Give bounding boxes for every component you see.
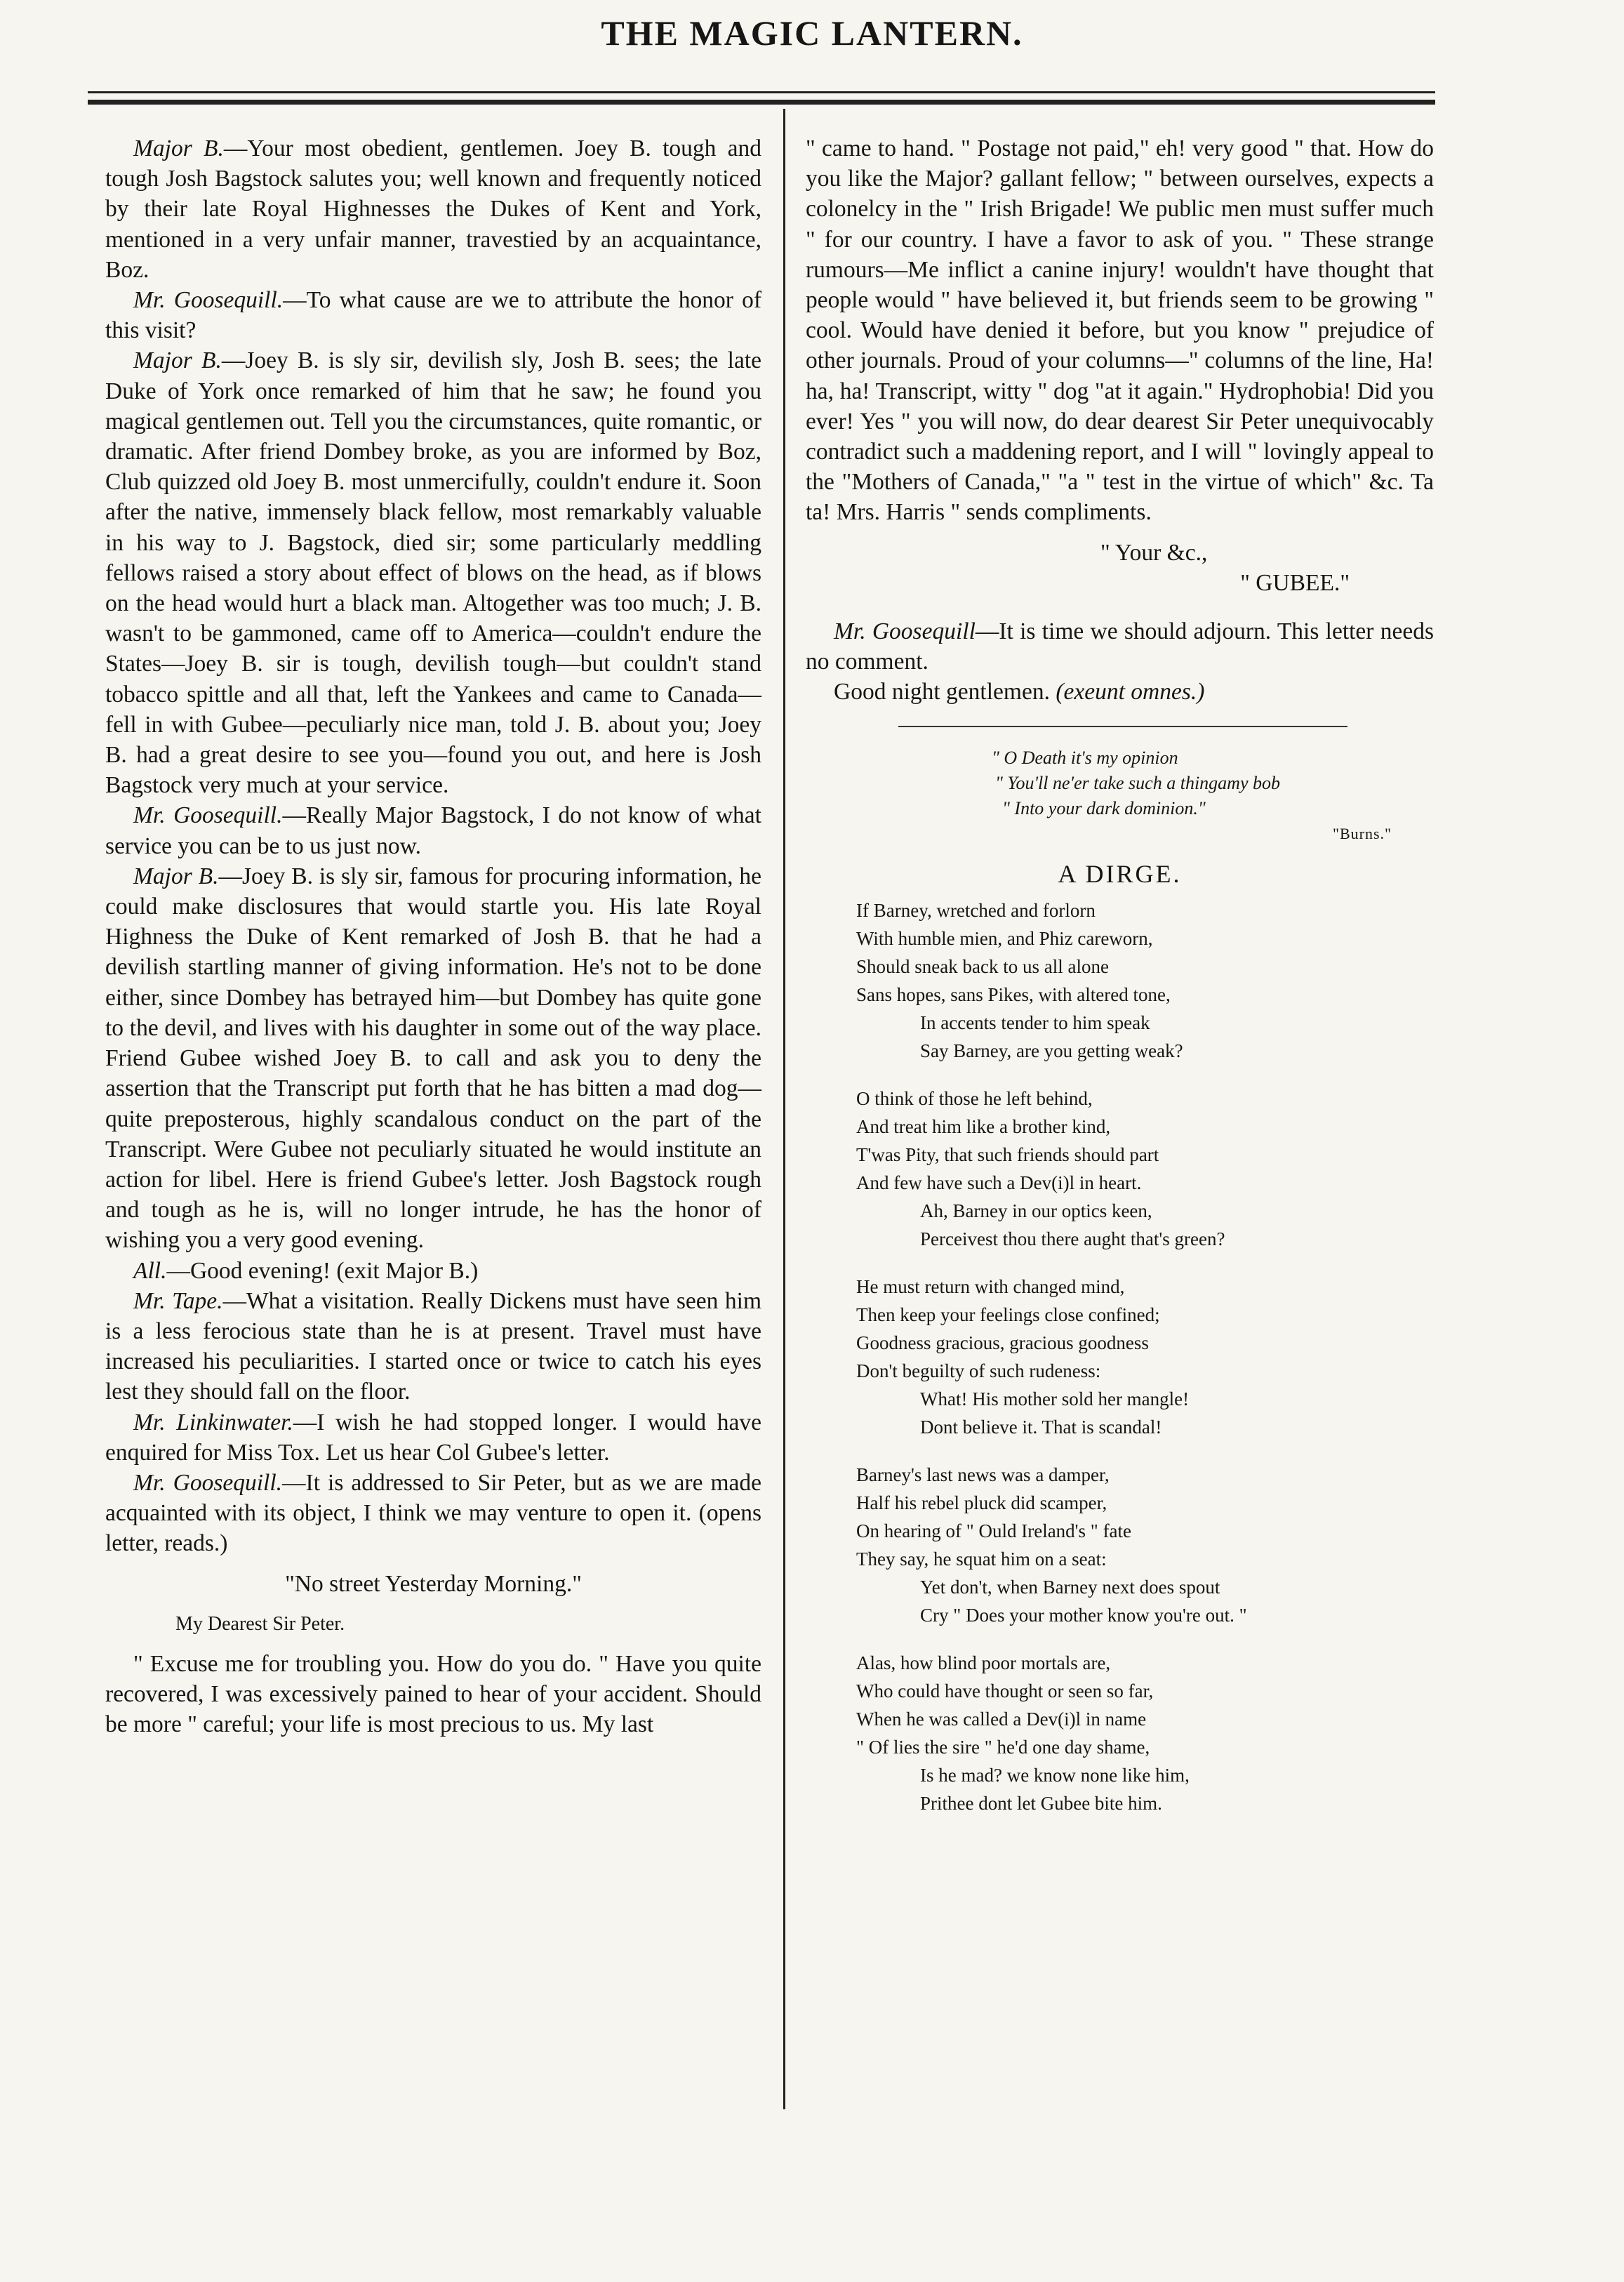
right-column [806, 133, 1434, 1817]
speech: —Good evening! (exit Major B.) [166, 1257, 479, 1284]
speech: —Your most obedient, gentlemen. Joey B. tough and tough Josh Bagstock salutes you; well known and frequently noticed by their late Royal Highnesses the Dukes of Kent and York, mentioned in a very unfair manner, travestied by an acquaintance, Boz. [105, 135, 761, 283]
poem-line: With humble mien, and Phiz careworn, [856, 927, 1153, 949]
poem-line: Yet don't, when Barney next does spout [920, 1576, 1220, 1598]
speaker: Major B. [133, 135, 224, 161]
epigraph-attribution: "Burns." [1332, 824, 1392, 842]
poem-line: Perceivest thou there aught that's green? [920, 1228, 1225, 1249]
speech: —It is addressed to Sir Peter, but as we are made acquainted with its object, I think we may venture to open it. (opens letter, reads.) [105, 1469, 762, 1557]
masthead-title: THE MAGIC LANTERN. [601, 13, 1023, 53]
speaker: All. [133, 1257, 167, 1284]
poem-line: When he was called a Dev(i)l in name [856, 1708, 1147, 1730]
poem-line: Is he mad? we know none like him, [920, 1764, 1190, 1786]
poem-line: " Of lies the sire " he'd one day shame, [856, 1736, 1150, 1758]
speech: —Really Major Bagstock, I do not know of what service you can be to us just now. [105, 802, 761, 859]
poem-line: What! His mother sold her mangle! [920, 1388, 1190, 1409]
epigraph [806, 745, 1434, 847]
letter-signature: " GUBEE." [1240, 569, 1350, 596]
letter-body-part1: " Excuse me for troubling you. How do you do. " Have you quite recovered, I was excessively pained to hear of your accident. Should be more " careful; your life is most precious to us. My last [105, 1650, 761, 1738]
poem-line: Then keep your feelings close confined; [856, 1303, 1160, 1325]
header-rule-thick [88, 100, 1435, 105]
poem-line: Should sneak back to us all alone [856, 955, 1109, 977]
speech: —To what cause are we to attribute the honor of this visit? [105, 287, 762, 344]
goodnight-text: Good night gentlemen. [834, 679, 1050, 705]
letter-closing: " Your &c., [1100, 539, 1208, 566]
dialogue-paragraph [105, 1468, 761, 1559]
letter-salutation: My Dearest Sir Peter. [175, 1612, 345, 1635]
section-divider [898, 726, 1347, 727]
dialogue-paragraph [105, 1256, 761, 1286]
poem-line: They say, he squat him on a seat: [856, 1548, 1107, 1570]
dialogue-paragraph [105, 1407, 761, 1468]
speaker: Major B. [133, 347, 222, 374]
dialogue-paragraph [105, 800, 761, 861]
speech: —It is time we should adjourn. This letter needs no comment. [806, 618, 1434, 675]
poem-line: Who could have thought or seen so far, [856, 1680, 1154, 1701]
epigraph-line: " O Death it's my opinion [992, 747, 1178, 768]
speaker: Mr. Linkinwater. [133, 1409, 293, 1435]
letter-dateline: "No street Yesterday Morning." [285, 1570, 582, 1597]
poem-line: Dont believe it. That is scandal! [920, 1416, 1162, 1438]
poem-line: If Barney, wretched and forlorn [856, 899, 1096, 921]
goodnight-line [806, 677, 1434, 707]
speaker: Major B. [133, 863, 219, 889]
poem-line: On hearing of " Ould Ireland's " fate [856, 1520, 1132, 1541]
poem-body [806, 896, 1434, 1817]
dialogue-paragraph [105, 133, 761, 285]
poem-line: And few have such a Dev(i)l in heart. [856, 1172, 1142, 1193]
letter-body-part2: " came to hand. " Postage not paid," eh! very good " that. How do you like the Major? gallant fellow; " between ourselves, expects a colonelcy in the " Irish Brigade! We public men must suffer much " for our country. I have a favor to ask of you. " These strange rumours—Me inflict a canine injury! wouldn't have thought that people would " have believed it, but friends seem to be growing " cool. Would have denied it before, but you know " prejudice of other journals. Proud of your columns—" columns of the line, Ha! ha, ha! Transcript, witty " dog "at it again." Hydrophobia! Did you ever! Yes " you will now, do dear dearest Sir Peter unequivocably contradict such a maddening report, and I will " lovingly appeal to the "Mothers of Canada," "a " test in the virtue of which" &c. Ta ta! Mrs. Harris " sends compliments. [806, 135, 1434, 526]
poem-line: Goodness gracious, gracious goodness [856, 1332, 1149, 1353]
poem-line: Alas, how blind poor mortals are, [856, 1652, 1111, 1673]
speech: —Joey B. is sly sir, devilish sly, Josh B. sees; the late Duke of York once remarked of him that he saw; he found you magical gentlemen out. Tell you the circumstances, quite romantic, or dramatic. After friend Dombey broke, as you are informed by Boz, Club quizzed old Joey B. most unmercifully, couldn't endure it. Soon after the native, immensely black fellow, most remarkably valuable in his way to J. Bagstock, died sir; some particularly meddling fellows raised a story about effect of blows on the head, as if blows on the head would hurt a black man. Altogether was too much; J. B. wasn't to be gammoned, came off to America—couldn't endure the States—Joey B. sir is tough, devilish tough—but couldn't stand tobacco spittle and all that, left the Yankees and came to Canada—fell in with Gubee—peculiarly nice man, told J. B. about you; Joey B. had a great desire to see you—found you out, and here is Josh Bagstock very much at your service. [105, 347, 761, 799]
poem-line: Half his rebel pluck did scamper, [856, 1492, 1107, 1513]
header-rule-thin [88, 91, 1435, 93]
epigraph-line: " Into your dark dominion." [1002, 797, 1206, 818]
column-divider [783, 109, 785, 2109]
closing-paragraph [806, 616, 1434, 677]
poem-line: He must return with changed mind, [856, 1275, 1125, 1297]
poem-line: Ah, Barney in our optics keen, [920, 1200, 1152, 1221]
left-column [105, 133, 761, 1740]
epigraph-line: " You'll ne'er take such a thingamy bob [995, 772, 1280, 793]
speaker: Mr. Goosequill. [133, 1469, 283, 1496]
stage-direction: (exeunt omnes.) [1056, 679, 1205, 705]
speech: —Joey B. is sly sir, famous for procuring information, he could make disclosures that would startle you. His late Royal Highness the Duke of Kent remarked of Josh B. that he had a devilish startling manner of giving information. He's not to be done either, since Dombey has betrayed him—but Dombey has quite gone to the devil, and lives with his daughter in some out of the way place. Friend Gubee wished Joey B. to call and ask you to deny the assertion that the Transcript put forth that he has bitten a mad dog—quite preposterous, highly scandalous conduct on the part of the Transcript. Were Gubee not peculiarly situated he would institute an action for libel. Here is friend Gubee's letter. Josh Bagstock rough and tough as he is, will no longer intrude, he has the honor of wishing you a very good evening. [105, 863, 761, 1254]
poem-line: Barney's last news was a damper, [856, 1464, 1110, 1485]
dialogue-paragraph [105, 1286, 761, 1407]
poem-line: Prithee dont let Gubee bite him. [920, 1792, 1162, 1814]
poem-line: And treat him like a brother kind, [856, 1115, 1111, 1137]
poem-line: Cry " Does your mother know you're out. " [920, 1604, 1247, 1626]
poem-line: Don't beguilty of such rudeness: [856, 1360, 1101, 1381]
speaker: Mr. Goosequill. [133, 802, 283, 829]
poem-line: T'was Pity, that such friends should part [856, 1143, 1159, 1165]
poem-line: In accents tender to him speak [920, 1011, 1150, 1033]
speaker: Mr. Tape. [133, 1287, 223, 1314]
poem-title: A DIRGE. [1058, 859, 1182, 888]
poem-line: Say Barney, are you getting weak? [920, 1040, 1183, 1061]
poem-line: O think of those he left behind, [856, 1087, 1093, 1109]
speaker: Mr. Goosequill. [133, 287, 284, 314]
speaker: Mr. Goosequill [834, 618, 976, 645]
dialogue-paragraph [105, 861, 761, 1256]
poem-line: Sans hopes, sans Pikes, with altered tone, [856, 983, 1171, 1005]
speech: —I wish he had stopped longer. I would have enquired for Miss Tox. Let us hear Col Gubee's letter. [105, 1409, 761, 1466]
dialogue-paragraph [105, 345, 761, 800]
speech: —What a visitation. Really Dickens must have seen him is a less ferocious state than he is at present. Travel must have increased his peculiarities. I started once or twice to catch his eyes lest they should fall on the floor. [105, 1287, 762, 1405]
dialogue-paragraph [105, 285, 761, 345]
